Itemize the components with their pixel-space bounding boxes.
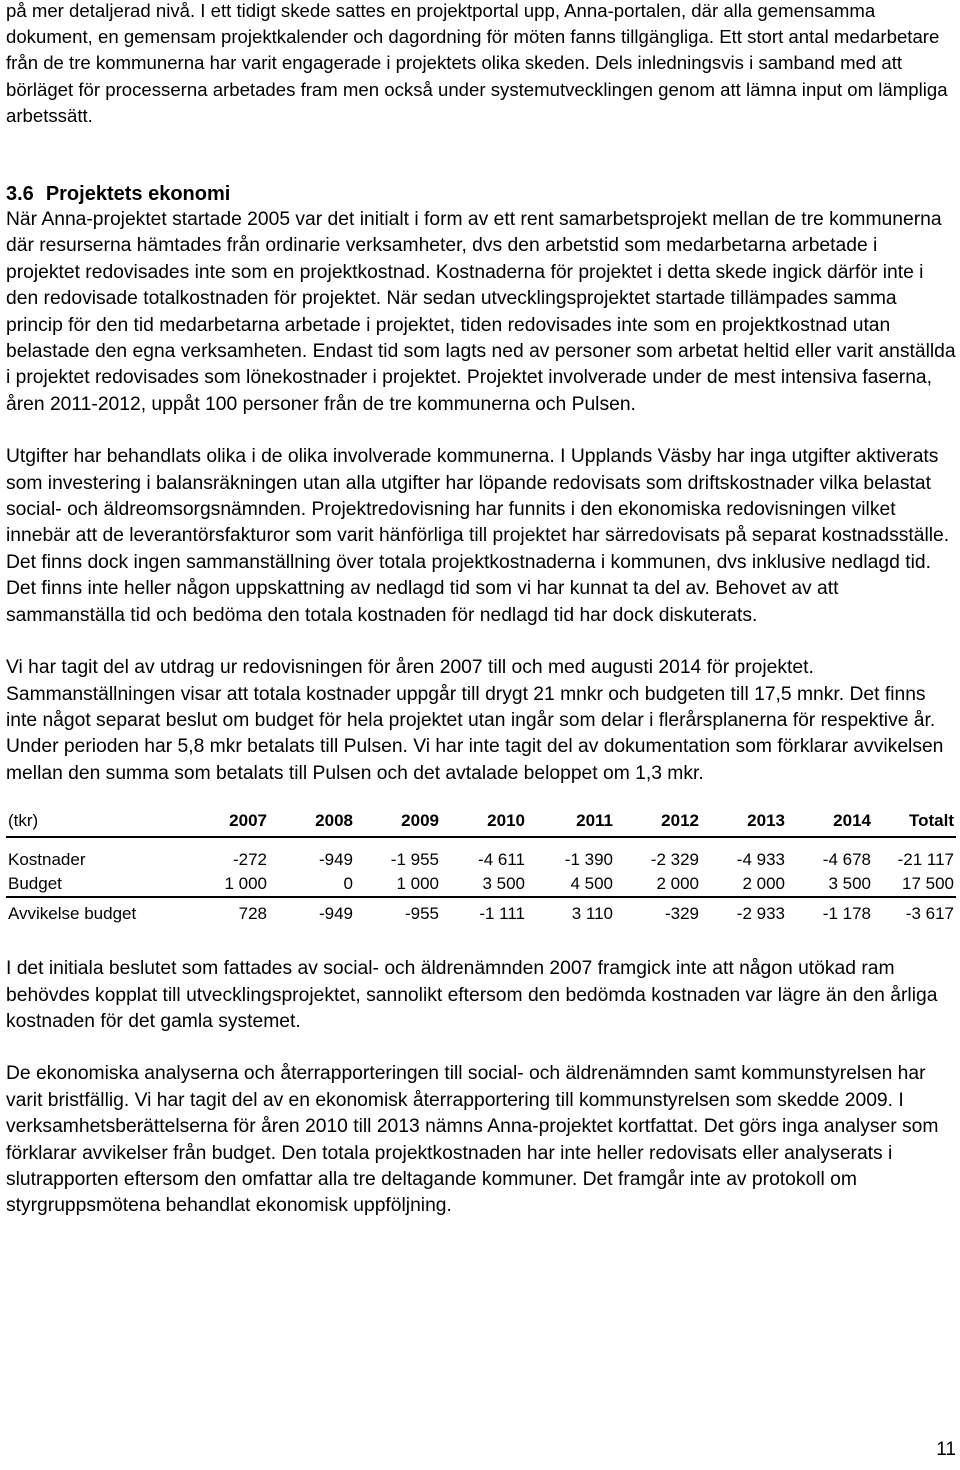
table-row — [6, 897, 956, 926]
table-cell: -1 955 — [390, 850, 439, 870]
table-cell: -2 933 — [736, 904, 785, 924]
table-row — [6, 872, 956, 897]
row-label: Kostnader — [8, 850, 86, 870]
table-cell: -955 — [404, 904, 439, 924]
table-cell: -949 — [318, 850, 353, 870]
header-cell: 2010 — [441, 809, 527, 837]
table-cell: -1 178 — [822, 904, 871, 924]
budget-table — [6, 809, 956, 926]
paragraph-1: När Anna-projektet startade 2005 var det initialt i form av ett rent samarbetsprojekt mellan de tre kommunerna där resurserna hämtades från ordinarie verksamheter, dvs den arbetstid som medarbetarna arbetade i projektet redovisades inte som en projektkostnad. Kostnaderna för projektet i detta skede ingick därför inte i den redovisade totalkostnaden för projektet. När sedan utvecklingsprojektet startade tillämpades samma princip för den tid medarbetarna arbetade i projektet, tiden redovisades inte som en projektkostnad utan belastade den egna verksamheten. Endast tid som lagts ned av personer som arbetat heltid eller varit anställda i projektet redovisades som lönekostnader i projektet. Projektet involverade under de mest intensiva faserna, åren 2011-2012, uppåt 100 personer från de tre kommunerna och Pulsen. — [6, 209, 956, 415]
table-cell: -21 117 — [897, 850, 954, 870]
table-cell: 2 000 — [701, 872, 787, 897]
table-cell: 17 500 — [873, 872, 956, 897]
table-cell: -2 329 — [650, 850, 699, 870]
header-cell: 2007 — [166, 809, 269, 837]
table-cell: -4 611 — [478, 850, 525, 870]
intro-paragraph: på mer detaljerad nivå. I ett tidigt skede sattes en projektportal upp, Anna-portalen, där alla gemensamma dokument, en gemensam projektkalender och dagordning för möten fanns tillgängliga. Ett stort antal medarbetare från de tre kommunerna har varit engagerade i projektets olika skeden. Dels inledningsvis i samband med att börläget för processerna arbetades fram men också under systemutvecklingen genom att lämna input om lämpliga arbetssätt. — [6, 0, 948, 126]
table-cell: -272 — [232, 850, 267, 870]
paragraph-2: Utgifter har behandlats olika i de olika involverade kommunerna. I Upplands Väsby har inga utgifter aktiverats som investering i balansräkningen utan alla utgifter har löpande redovisats som driftskostnader vilka belastat social- och äldreomsorgsnämnden. Projektredovisning har funnits i den ekonomiska redovisningen vilket innebär att de leverantörsfakturor som varit hänförliga till projektet har särredovisats på separat kostnadsställe. Det finns dock ingen sammanställning över totala projektkostnaderna i kommunen, dvs inklusive nedlagd tid. Det finns inte heller någon uppskattning av nedlagd tid som vi har kunnat ta del av. Behovet av att sammanställa tid och bedöma den totala kostnaden för nedlagd tid har dock diskuterats. — [6, 446, 950, 626]
table-cell: -4 678 — [822, 850, 871, 870]
header-cell: 2009 — [355, 809, 441, 837]
row-label: Budget — [6, 872, 166, 897]
table-cell: -4 933 — [736, 850, 785, 870]
table-cell: -329 — [664, 904, 699, 924]
header-cell: (tkr) — [6, 809, 166, 837]
row-label: Avvikelse budget — [8, 904, 137, 924]
header-cell: Totalt — [873, 809, 956, 837]
page-number: 11 — [936, 1439, 956, 1460]
section-heading — [6, 129, 956, 207]
header-cell: 2014 — [787, 809, 873, 837]
table-cell: -1 390 — [564, 850, 613, 870]
table-cell: 3 500 — [441, 872, 527, 897]
table-cell: 3 110 — [571, 904, 613, 924]
section-title: Projektets ekonomi — [45, 183, 231, 206]
paragraph-3: Vi har tagit del av utdrag ur redovisningen för åren 2007 till och med augusti 2014 för projektet. Sammanställningen visar att totala kostnader uppgår till drygt 21 mnkr och budgeten till 17,5 mnkr. Det finns inte något separat beslut om budget för hela projektet utan ingår som delar i flerårsplanerna för respektive år. Under perioden har 5,8 mkr betalats till Pulsen. Vi har inte tagit del av dokumentation som förklarar avvikelsen mellan den summa som betalats till Pulsen och det avtalade beloppet om 1,3 mkr. — [6, 657, 944, 784]
header-cell: 2008 — [269, 809, 355, 837]
table-cell: 1 000 — [355, 872, 441, 897]
paragraph-5: De ekonomiska analyserna och återrapporteringen till social- och äldrenämnden samt kommunstyrelsen har varit bristfällig. Vi har tagit del av en ekonomisk återrapportering till kommunstyrelsen som skedde 2009. I verksamhetsberättelserna för åren 2010 till 2013 nämns Anna-projektet kortfattat. Det görs inga analyser som förklarar avvikelser från budget. Den totala projektkostnaden har inte heller redovisats eller analyserats i slutrapporten eftersom den omfattar alla tre deltagande kommuner. Det framgår inte av protokoll om styrgruppsmötena behandlat ekonomisk uppföljning. — [6, 1063, 939, 1217]
table-row — [6, 837, 956, 872]
table-cell: 3 500 — [787, 872, 873, 897]
table-cell: 1 000 — [166, 872, 269, 897]
header-cell: 2012 — [615, 809, 701, 837]
table-cell: -949 — [318, 904, 353, 924]
header-cell: 2011 — [527, 809, 615, 837]
table-header-row — [6, 809, 956, 837]
section-number: 3.6 — [6, 183, 34, 206]
header-cell: 2013 — [701, 809, 787, 837]
document-page — [6, 0, 956, 1220]
table-cell: -3 617 — [905, 904, 954, 924]
table-cell: 2 000 — [615, 872, 701, 897]
table-cell: 4 500 — [527, 872, 615, 897]
table-cell: 728 — [238, 904, 267, 924]
table-cell: -1 111 — [479, 904, 525, 924]
paragraph-4: I det initiala beslutet som fattades av social- och äldrenämnden 2007 framgick inte att någon utökad ram behövdes kopplat till utvecklingsprojektet, sannolikt eftersom den bedömda kostnaden var lägre än den årliga kostnaden för det gamla systemet. — [6, 958, 938, 1032]
table-cell: 0 — [269, 872, 355, 897]
